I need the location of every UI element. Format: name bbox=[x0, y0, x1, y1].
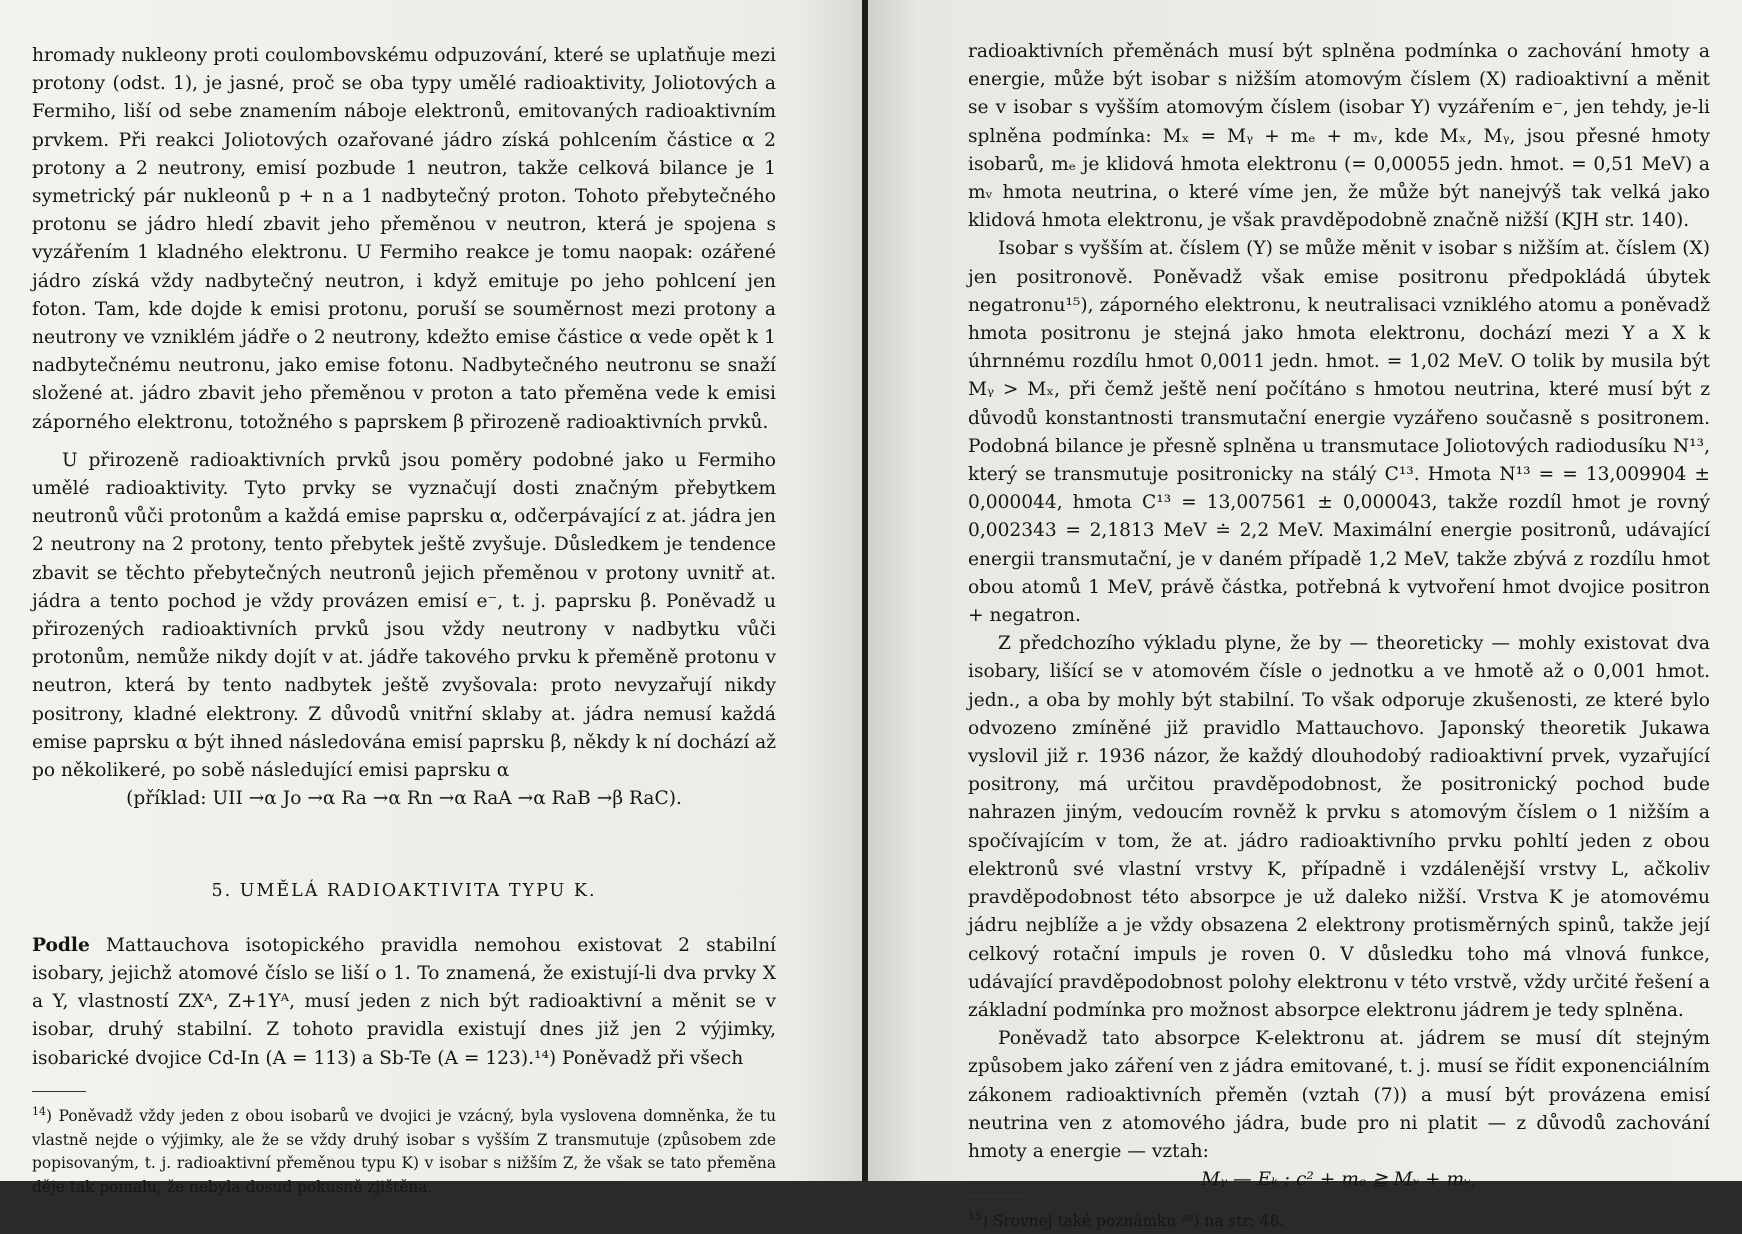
left-paragraph-3-text: Mattauchova isotopického pravidla nemohou existovat 2 stabilní isobary, jejichž atomové číslo se liší o 1. To znamená, že existují-li dva prvky X a Y, vlastností ZXᴬ, Z+1Yᴬ, musí jeden z nich být radioaktivní a měnit se v isobar, druhý stabilní. Z tohoto pravidla existují dnes již jen 2 výjimky, isobarické dvojice Cd-In (A = 113) a Sb-Te (A = 123).¹⁴) Poněvadž při všech bbox=[32, 934, 776, 1069]
footnote-rule bbox=[32, 1091, 86, 1092]
mass-inequality-formula: Mᵧ — Eₖ : c² + mₑ ≧ Mₓ + mᵥ, bbox=[1201, 1169, 1477, 1191]
footnote-15 bbox=[968, 1205, 1710, 1234]
left-text-column bbox=[32, 42, 776, 1073]
decay-chain-example: (příklad: UII →α Jo →α Ra →α Rn →α RaA →α RaB →β RaC). bbox=[126, 788, 682, 810]
right-paragraph-3: Z předchozího výkladu plyne, že by — theoreticky — mohly existovat dva isobary, lišící se v atomovém čísle o jednotku a ve hmotě až o 0,001 hmot. jedn., a oba by mohly být stabilní. To však odporuje zkušenosti, ze které bylo odvozeno zmíněné již pravidlo Mattauchovo. Japonský theoretik Jukawa vyslovil již r. 1936 názor, že každý dlouhodobý radioaktivní prvek, vyzařující positrony, má určitou pravděpodobnost, že positronický pochod bude nahrazen jiným, vedoucím rovněž k prvku s atomovým číslem o 1 nižším a spočívajícím v tom, že at. jádro radioaktivního prvku pohltí jeden z obou elektronů své vlastní vrstvy K, případně i vzdálenější vrstvy L, ačkoliv pravděpodobnost této absorpce je už daleko nižší. Vrstva K je atomovému jádru nejblíže a je vždy obsazena 2 elektrony protisměrných spinů, takže její celkový rotační impuls je roven 0. V důsledku toho má vlnová funkce, udávající pravděpodobnost polohy elektronu v této vrstvě, vždy určité řešení a základní podmínka pro možnost absorpce elektronu jádrem je tedy splněna. bbox=[968, 633, 1710, 1021]
footnote-number: 14 bbox=[32, 1104, 46, 1118]
footnote-text: ) Poněvadž vždy jeden z obou isobarů ve dvojici je vzácný, byla vyslovena domněnka, že tu vlastně nejde o výjimky, ale že se vždy druhý isobar s vyšším Z transmutuje (způsobem zde popisovaným, t. j. radioaktivní přeměnou typu K) v isobar s nižším Z, že však se tato přeměna děje tak pomalu, že nebyla dosud pokusně zjištěna. bbox=[32, 1106, 776, 1197]
left-page bbox=[0, 0, 862, 1197]
right-page bbox=[868, 0, 1742, 1231]
footnote-number: 15 bbox=[968, 1210, 982, 1224]
footnote-text: ) Srovnej také poznámku ²⁸) na str: 48. bbox=[982, 1212, 1285, 1231]
right-paragraph-4: Poněvadž tato absorpce K-elektronu at. jádrem se musí dít stejným způsobem jako záření ven z jádra emitované, t. j. musí se řídit exponenciálním zákonem radioaktivních přeměn (vztah (7)) a musí být provázena emisí neutrina ven z atomového jádra, bude pro ni platit — z důvodů zachování hmoty a energie — vztah: bbox=[968, 1028, 1710, 1162]
right-paragraph-1: radioaktivních přeměnách musí být splněna podmínka o zachování hmoty a energie, může být isobar s nižším atomovým číslem (X) radioaktivní a měnit se v isobar s vyšším atomovým číslem (isobar Y) vyzářením e⁻, jen tehdy, je-li splněna podmínka: Mₓ = Mᵧ + mₑ + mᵥ, kde Mₓ, Mᵧ, jsou přesné hmoty isobarů, mₑ je klidová hmota elektronu (= 0,00055 jedn. hmot. = 0,51 MeV) a mᵥ hmota neutrina, o které víme jen, že může být nanejvýš tak velká jako klidová hmota elektronu, je však pravděpodobně značně nižší (KJH str. 140). bbox=[968, 41, 1710, 232]
left-paragraph-1: hromady nukleony proti coulombovskému odpuzování, které se uplatňuje mezi protony (odst. 1), je jasné, proč se oba typy umělé radioaktivity, Joliotových a Fermiho, liší od sebe znamením náboje elektronů, emitovaných radioaktivním prvkem. Při reakci Joliotových ozařované jádro získá pohlcením částice α 2 protony a 2 neutrony, emisí pozbude 1 neutron, takže celková bilance je 1 symetrický pár nukleonů p + n a 1 nadbytečný proton. Tohoto přebytečného protonu se jádro hledí zbavit jeho přeměnou v neutron, která je spojena s vyzářením 1 kladného elektronu. U Fermiho reakce je tomu naopak: ozářené jádro získá vždy nadbytečný neutron, i když emituje po jeho pohlcení jen foton. Tam, kde dojde k emisi protonu, poruší se souměrnost mezi protony a neutrony ve vzniklém jádře o 2 neutrony, kdežto emise částice α vede opět k 1 nadbytečnému neutronu, jako emise fotonu. Nadbytečného neutronu se snaží složené at. jádro zbavit jeho přeměnou v proton a tato přeměna vede k emisi záporného elektronu, totožného s paprskem β přirozeně radioaktivních prvků. bbox=[32, 45, 776, 433]
right-paragraph-2: Isobar s vyšším at. číslem (Y) se může měnit v isobar s nižším at. číslem (X) jen positronově. Poněvadž však emise positronu předpokládá úbytek negatronu¹⁵), záporného elektronu, k neutralisaci vzniklého atomu a poněvadž hmota positronu je stejná jako hmota elektronu, dochází mezi Y a X k úhrnnému rozdílu hmot 0,0011 jedn. hmot. = 1,02 MeV. O tolik by musila být Mᵧ > Mₓ, při čemž ještě není počítáno s hmotou neutrina, které musí být z důvodů konstantnosti transmutační energie vyzářeno současně s positronem. Podobná bilance je přesně splněna u transmutace Joliotových radiodusíku N¹³, který se transmutuje positronicky na stálý C¹³. Hmota N¹³ = = 13,009904 ± 0,000044, hmota C¹³ = 13,007561 ± 0,000043, takže rozdíl hmot je rovný 0,002343 = 2,1813 MeV ≐ 2,2 MeV. Maximální energie positronů, udávající energii transmutační, je v daném případě 1,2 MeV, takže zbývá z rozdílu hmot obou atomů 1 MeV, právě částka, potřebná k vytvoření hmot dvojice positron + negatron. bbox=[968, 238, 1710, 627]
left-paragraph-2: U přirozeně radioaktivních prvků jsou poměry podobné jako u Fermiho umělé radioaktivity. Tyto prvky se vyznačují dosti značným přebytkem neutronů vůči protonům a každá emise paprsku α, odčerpávající z at. jádra jen 2 neutrony na 2 protony, tento přebytek ještě zvyšuje. Důsledkem je tendence zbavit se těchto přebytečných neutronů jejich přeměnou v protony uvnitř at. jádra a tento pochod je vždy provázen emisí e⁻, t. j. paprsku β. Poněvadž u přirozených radioaktivních prvků jsou vždy neutrony v nadbytku vůči protonům, nemůže nikdy dojít v at. jádře takového prvku k přeměně protonu v neutron, která by tento nadbytek ještě zvyšovala: proto nevyzařují nikdy positrony, kladné elektrony. Z důvodů vnitřní sklaby at. jádra nemusí každá emise paprsku α být ihned následována emisí paprsku β, někdy k ní dochází až po několikeré, po sobě následující emisi paprsku α bbox=[32, 449, 776, 782]
footnote-rule bbox=[968, 1196, 1022, 1197]
paragraph-lead-word: Podle bbox=[32, 934, 90, 956]
footnote-14 bbox=[32, 1100, 776, 1200]
right-text-column bbox=[968, 38, 1710, 1194]
left-paragraph-3 bbox=[32, 932, 776, 1073]
section-heading: 5. UMĚLÁ RADIOAKTIVITA TYPU K. bbox=[211, 881, 597, 902]
